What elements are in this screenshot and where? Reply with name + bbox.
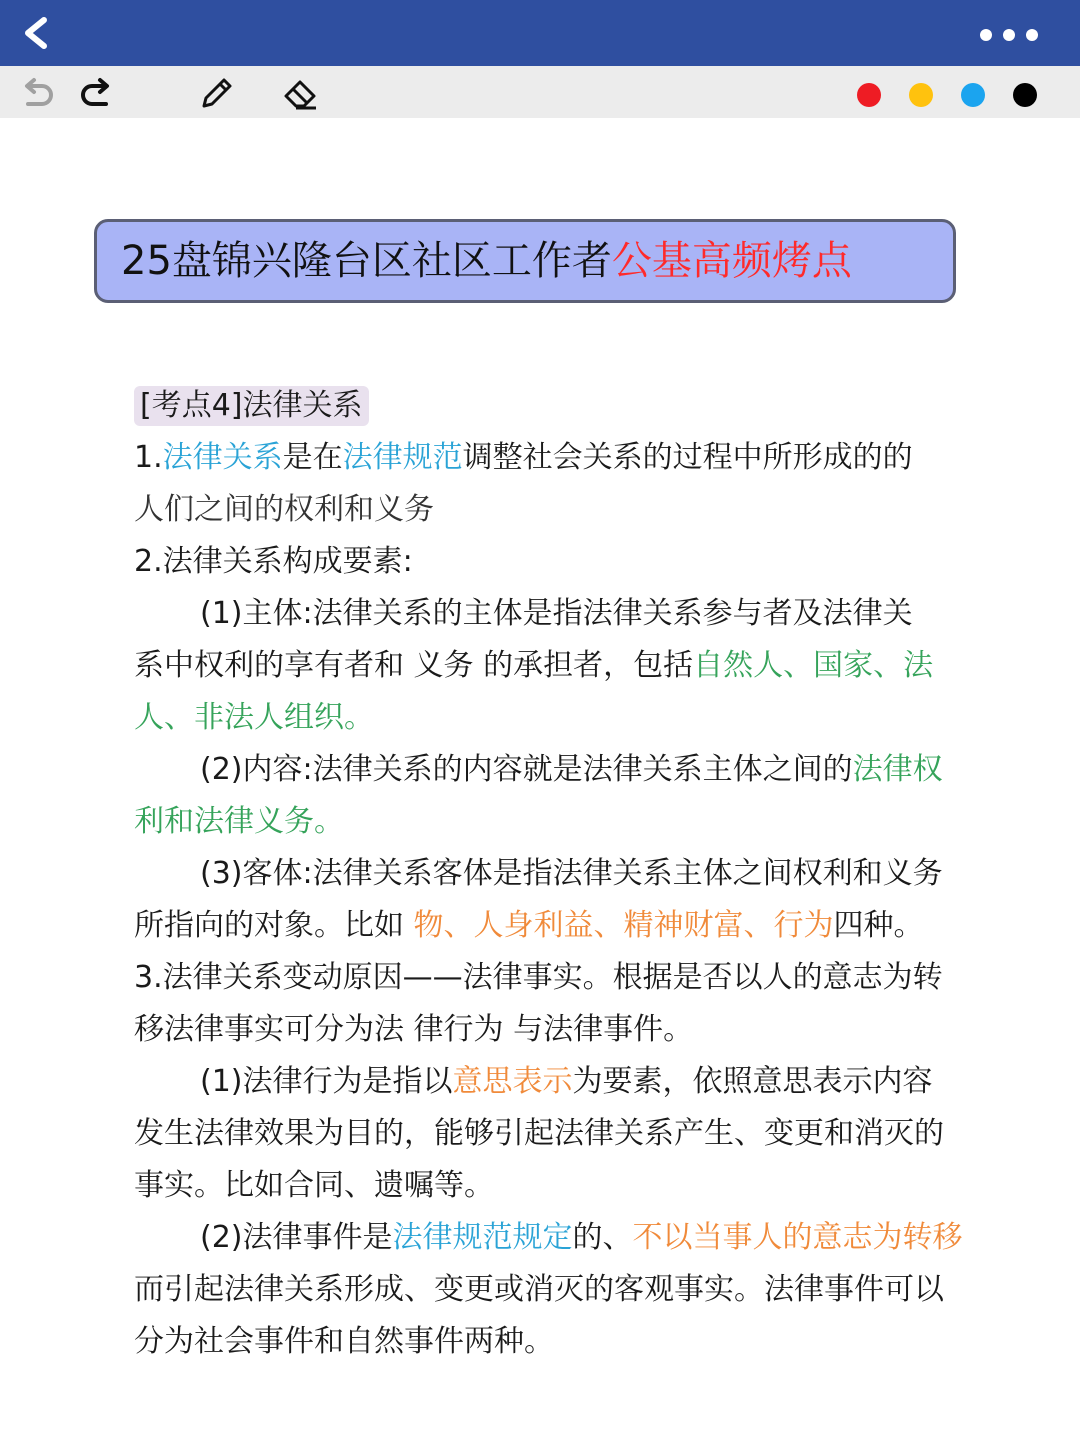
text-line: 发生法律效果为目的，能够引起法律关系产生、变更和消灭的 <box>134 1116 944 1151</box>
undo-icon[interactable] <box>18 74 58 112</box>
text-line: 而引起法律关系形成、变更或消灭的客观事实。法律事件可以 <box>134 1272 944 1307</box>
top-bar <box>0 0 1080 66</box>
color-black-swatch[interactable] <box>1013 83 1037 107</box>
redo-icon[interactable] <box>76 74 116 112</box>
color-blue-swatch[interactable] <box>961 83 985 107</box>
text-line: (2)法律事件是法律规范规定的、不以当事人的意志为转移 <box>200 1220 963 1255</box>
text-line: 1.法律关系是在法律规范调整社会关系的过程中所形成的的 <box>134 440 913 475</box>
eraser-icon[interactable] <box>280 74 320 112</box>
text-line: 3.法律关系变动原因——法律事实。根据是否以人的意志为转 <box>134 960 943 995</box>
text-line: (1)法律行为是指以意思表示为要素，依照意思表示内容 <box>200 1064 933 1099</box>
title-highlight: 公基高频烤点 <box>611 238 852 284</box>
text-line: 所指向的对象。比如 物、人身利益、精神财富、行为四种。 <box>134 908 924 943</box>
topic-heading <box>134 380 974 432</box>
pencil-icon[interactable] <box>196 74 236 112</box>
more-options-icon[interactable] <box>974 22 1044 48</box>
title-main: 25盘锦兴隆台区社区工作者 <box>121 238 612 284</box>
text-line: (3)客体:法律关系客体是指法律关系主体之间权利和义务 <box>200 856 943 891</box>
text-line: 利和法律义务。 <box>134 804 344 839</box>
text-line: 人、非法人组织。 <box>134 700 374 735</box>
color-red-swatch[interactable] <box>857 83 881 107</box>
text-line: 分为社会事件和自然事件两种。 <box>134 1324 554 1359</box>
note-content <box>134 380 974 1368</box>
text-line: 移法律事实可分为法 律行为 与法律事件。 <box>134 1012 694 1047</box>
text-line: 2.法律关系构成要素: <box>134 544 413 579</box>
text-line: (2)内容:法律关系的内容就是法律关系主体之间的法律权 <box>200 752 943 787</box>
topic-tag: [考点4]法律关系 <box>134 386 369 426</box>
back-icon[interactable] <box>18 14 54 52</box>
drawing-toolbar <box>0 66 1080 118</box>
color-yellow-swatch[interactable] <box>909 83 933 107</box>
text-line: 系中权利的享有者和 义务 的承担者，包括自然人、国家、法 <box>134 648 934 683</box>
page-title <box>94 219 956 303</box>
text-line: 事实。比如合同、遗嘱等。 <box>134 1168 494 1203</box>
text-line: 人们之间的权利和义务 <box>134 492 434 527</box>
text-line: (1)主体:法律关系的主体是指法律关系参与者及法律关 <box>200 596 913 631</box>
